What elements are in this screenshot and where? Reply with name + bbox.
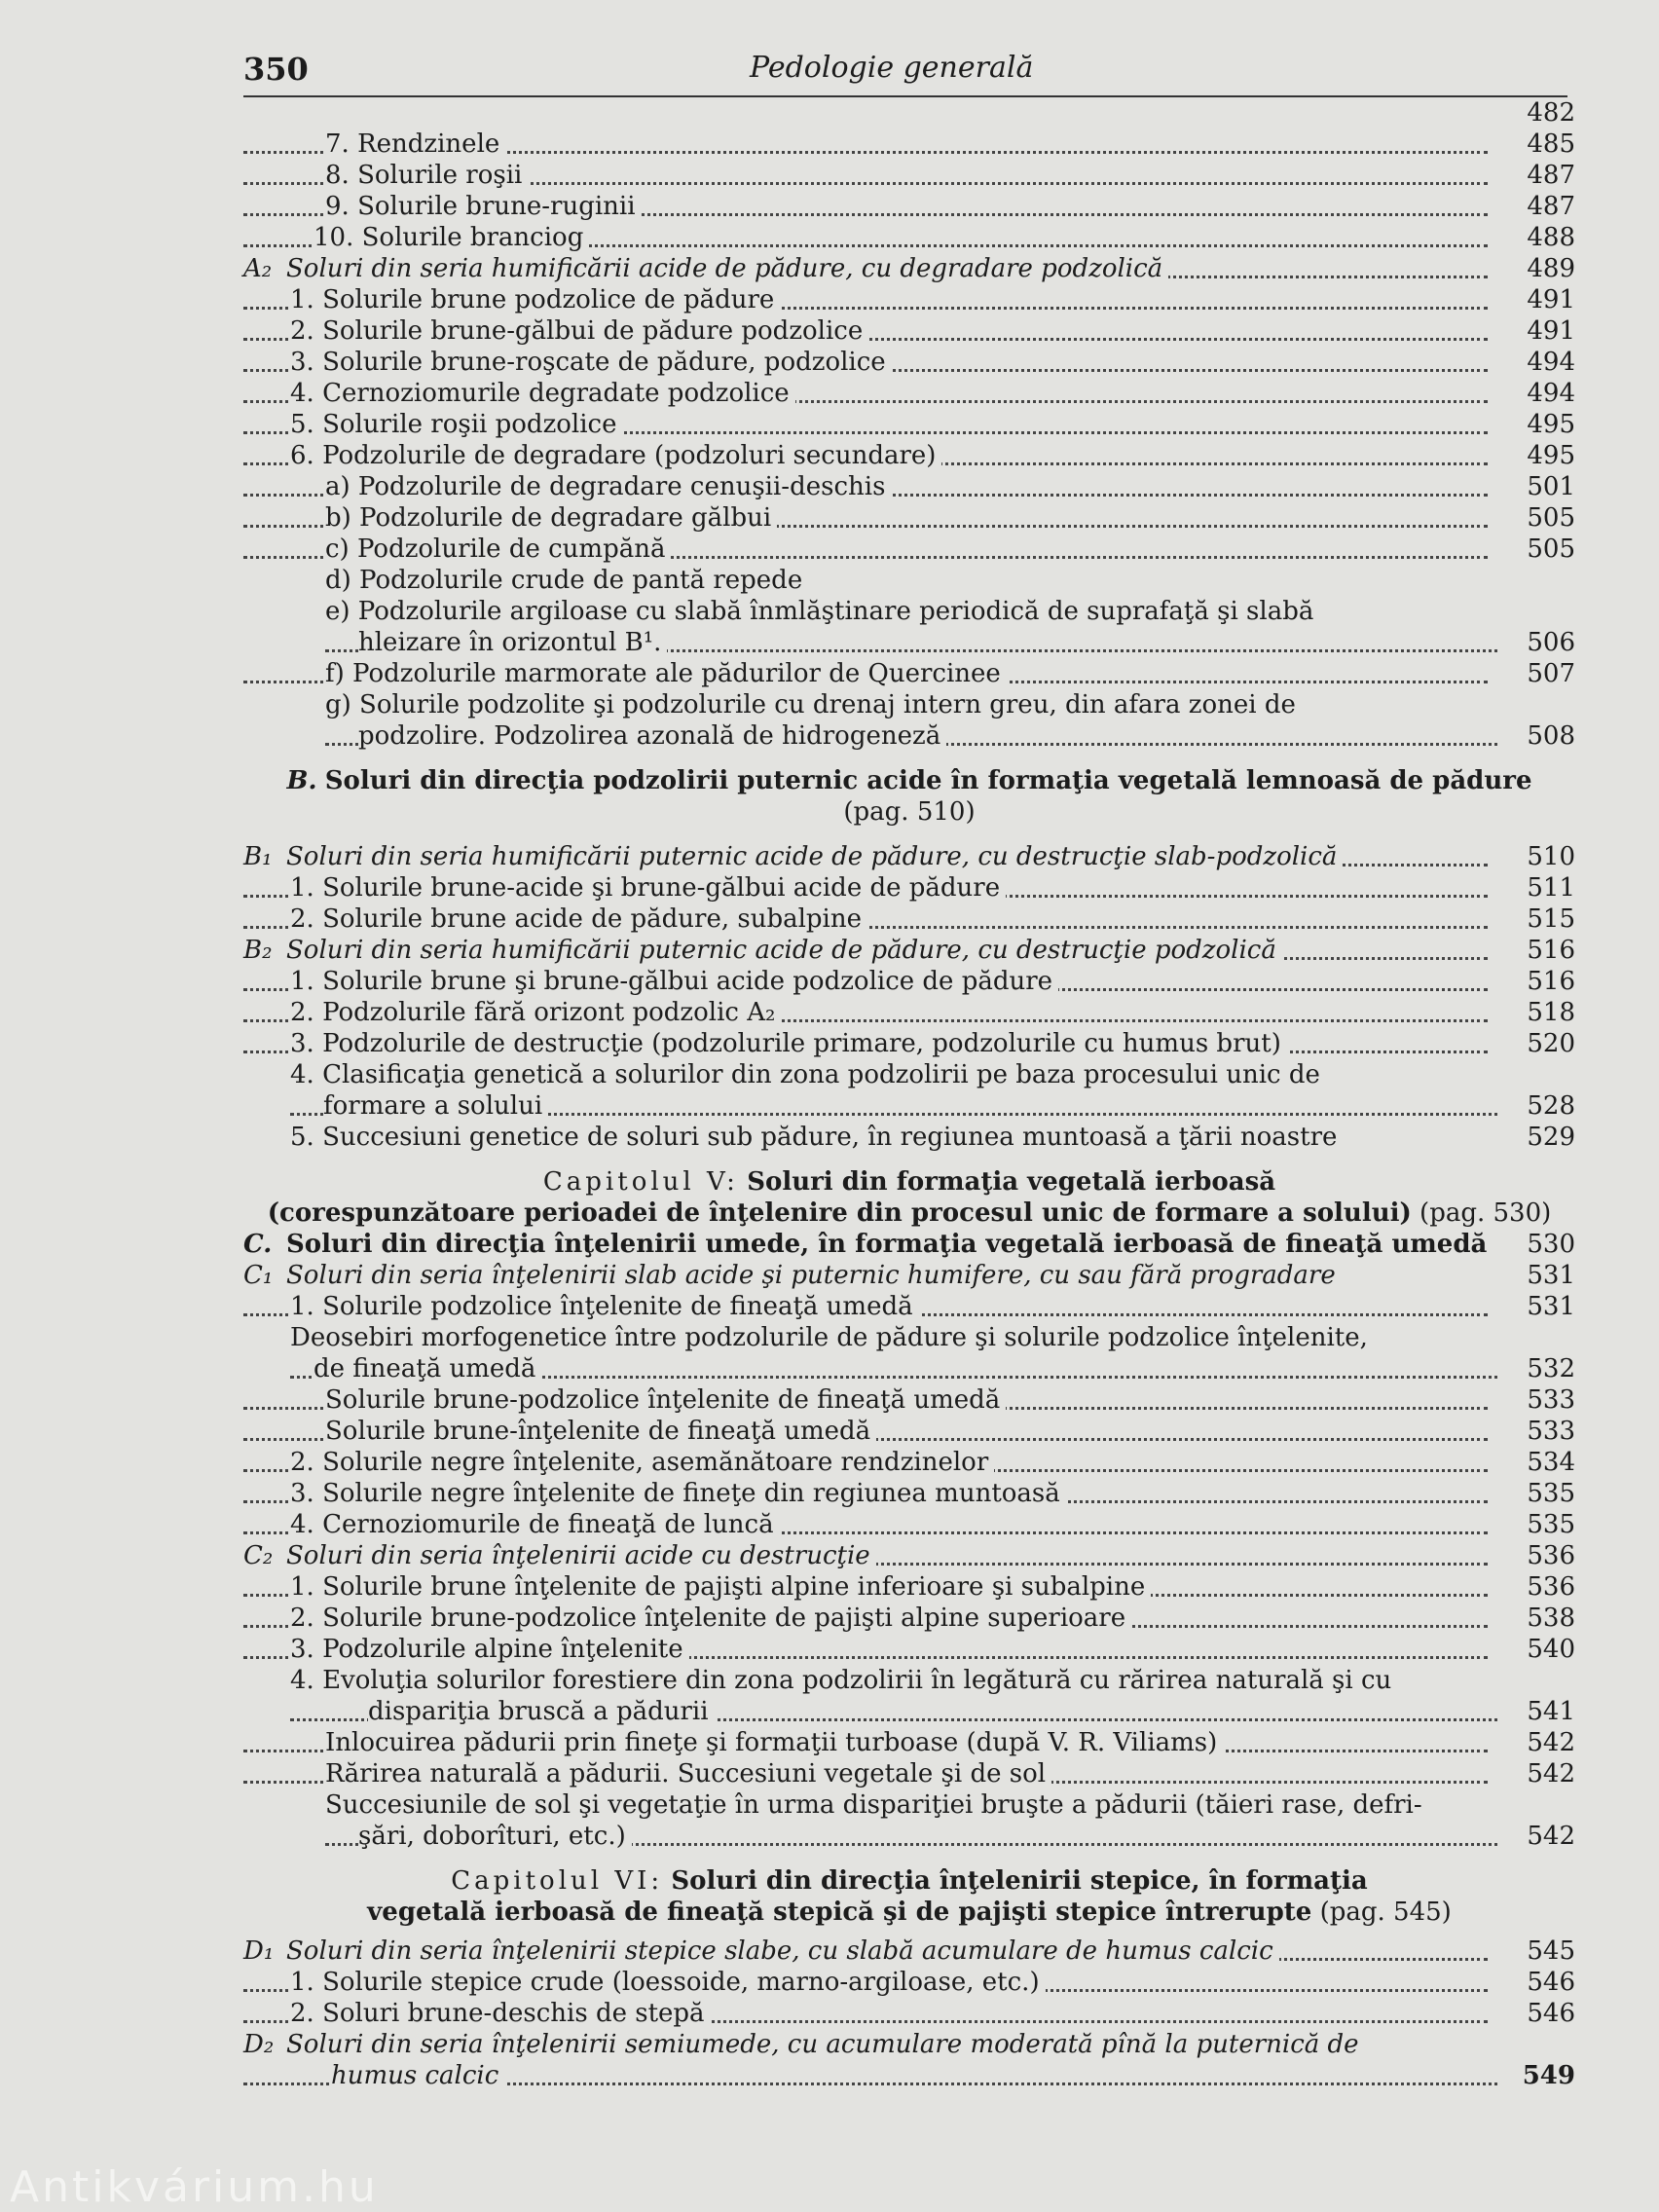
toc-page: 531 (1497, 1291, 1575, 1322)
section-mark: C. (243, 1230, 273, 1259)
toc-label: Solurile brune-înţelenite de fineaţă umedă (325, 1417, 876, 1446)
toc-label: 4. Evoluţia solurilor forestiere din zona podzolirii în legătură cu rărirea naturală şi cu (290, 1666, 1392, 1695)
toc-label-cont: şări, doborîturi, etc.) (358, 1822, 632, 1851)
toc-section-heading (243, 1229, 1575, 1260)
toc-page: 531 (1497, 1260, 1575, 1291)
toc-page: 505 (1497, 502, 1575, 534)
toc-label: 1. Solurile brune-acide şi brune-gălbui acide de pădure (290, 873, 1006, 903)
chapter-heading (243, 1166, 1575, 1229)
toc-label: 4. Clasificaţia genetică a solurilor din zona podzolirii pe baza procesului unic de (290, 1060, 1320, 1089)
chapter-heading (243, 1865, 1575, 1928)
toc-label: 6. Podzolurile de degradare (podzoluri secundare) (290, 441, 941, 470)
toc-section-heading (243, 1540, 1575, 1571)
toc-row (243, 347, 1575, 378)
toc-page: 511 (1497, 872, 1575, 903)
toc-row (243, 689, 1575, 752)
toc-section-heading (243, 253, 1575, 284)
section-title: Soluri din seria humificării puternic acide de pădure, cu destrucţie slab-podzolică (286, 842, 1338, 871)
toc-label: 9. Solurile brune-ruginii (325, 192, 642, 221)
toc-section-heading (243, 765, 1575, 828)
section-title: Soluri din seria humificării puternic acide de pădure, cu destrucţie podzolică (286, 936, 1276, 965)
toc-label: 1. Solurile brune podzolice de pădure (290, 285, 780, 314)
toc-row (243, 1998, 1575, 2029)
toc-row (243, 966, 1575, 997)
chapter-title: Soluri din direcţia înţelenirii stepice, în formaţia (671, 1866, 1368, 1896)
toc-label: 3. Solurile brune-roşcate de pădure, podzolice (290, 348, 892, 377)
toc-page: 532 (1497, 1353, 1575, 1384)
section-title-cont: humus calcic (331, 2061, 504, 2090)
toc-label: 3. Podzolurile alpine înţelenite (290, 1635, 689, 1664)
toc-page: 495 (1497, 409, 1575, 440)
toc-page: 516 (1497, 935, 1575, 966)
toc-label: 8. Solurile roşii (325, 161, 528, 190)
toc-row (243, 596, 1575, 658)
toc-page: 487 (1497, 191, 1575, 222)
toc-label: Deosebiri morfogenetice între podzolurile de pădure şi solurile podzolice înţelenite, (290, 1323, 1368, 1352)
toc-page: 516 (1497, 966, 1575, 997)
toc-label: 1. Solurile podzolice înţelenite de fineaţă umedă (290, 1292, 919, 1321)
toc-row (243, 222, 1575, 253)
section-mark: B. (286, 766, 317, 795)
toc-label: 7. Rendzinele (325, 129, 505, 159)
toc-page: 485 (1497, 129, 1575, 160)
toc-label: 1. Solurile brune înţelenite de pajişti alpine inferioare şi subalpine (290, 1572, 1151, 1602)
toc-row (243, 284, 1575, 315)
toc-page: 489 (1497, 253, 1575, 284)
toc-row (243, 129, 1575, 160)
toc-page: 510 (1497, 841, 1575, 872)
toc-label: 5. Solurile roşii podzolice (290, 410, 623, 439)
toc-label: d) Podzolurile crude de pantă repede (325, 566, 808, 595)
toc-label: Solurile brune-podzolice înţelenite de fineaţă umedă (325, 1385, 1006, 1415)
toc-section-heading (243, 2029, 1575, 2091)
toc-row (243, 1571, 1575, 1603)
toc-page: 533 (1497, 1384, 1575, 1416)
toc-label: 4. Cernoziomurile de fineaţă de luncă (290, 1510, 780, 1539)
chapter-label: Capitolul V: (542, 1167, 739, 1197)
page-number: 350 (243, 51, 309, 88)
toc-page: 540 (1497, 1634, 1575, 1665)
toc-label-cont: dispariţia bruscă a pădurii (368, 1697, 715, 1726)
toc-row (243, 1028, 1575, 1059)
toc-label: 2. Solurile brune-podzolice înţelenite de pajişti alpine superioare (290, 1604, 1131, 1633)
toc-page: 482 (1497, 97, 1575, 129)
toc-page: 542 (1497, 1758, 1575, 1789)
toc-label: 2. Solurile brune acide de pădure, subalpine (290, 904, 867, 934)
toc-row (243, 160, 1575, 191)
toc-label-cont: hleizare în orizontul B¹. (358, 628, 667, 657)
toc-row (243, 1967, 1575, 1998)
toc-label-cont: de fineaţă umedă (313, 1354, 541, 1383)
toc-page: 507 (1497, 658, 1575, 689)
toc-page: 520 (1497, 1028, 1575, 1059)
toc-page: 549 (1497, 2060, 1575, 2091)
section-mark: C₂ (243, 1541, 274, 1570)
toc-row (243, 872, 1575, 903)
toc-row (243, 1291, 1575, 1322)
toc-row (243, 1758, 1575, 1789)
section-title: Soluri din seria humificării acide de pădure, cu degradare podzolică (286, 254, 1163, 283)
section-mark: B₂ (243, 936, 273, 965)
toc-row (243, 440, 1575, 471)
toc-label: 4. Cernoziomurile degradate podzolice (290, 379, 795, 408)
toc-row (243, 315, 1575, 347)
section-title: Soluri din seria înţelenirii acide cu destrucţie (286, 1541, 870, 1570)
section-title: Soluri din direcţia înţelenirii umede, în formaţia vegetală ierboasă de fineaţă umedă (286, 1230, 1488, 1259)
toc-page: 508 (1497, 720, 1575, 752)
section-mark: D₁ (243, 1936, 275, 1966)
toc-row (243, 1478, 1575, 1509)
section-pag: (pag. 510) (843, 797, 976, 827)
toc-row (243, 1603, 1575, 1634)
toc-row (243, 1447, 1575, 1478)
toc-row (243, 1384, 1575, 1416)
toc-page: 529 (1497, 1122, 1575, 1153)
toc-section-heading (243, 841, 1575, 872)
toc-label: e) Podzolurile argiloase cu slabă înmlăştinare periodică de suprafaţă şi slabă (325, 597, 1314, 626)
toc-row (243, 997, 1575, 1028)
toc-page: 506 (1497, 627, 1575, 658)
toc-row (243, 471, 1575, 502)
toc-label: g) Solurile podzolite şi podzolurile cu drenaj intern greu, din afara zonei de (325, 690, 1296, 719)
toc-label: 3. Podzolurile de destrucţie (podzolurile primare, podzolurile cu humus brut) (290, 1029, 1287, 1058)
page-header (243, 51, 1567, 97)
toc-page: 501 (1497, 471, 1575, 502)
section-title: Soluri din seria înţelenirii stepice slabe, cu slabă acumulare de humus calcic (286, 1936, 1273, 1966)
toc-row (243, 1322, 1575, 1384)
chapter-pag: (pag. 530) (1419, 1198, 1552, 1228)
toc-label: 1. Solurile stepice crude (loessoide, marno-argiloase, etc.) (290, 1968, 1046, 1997)
toc-row (243, 1789, 1575, 1852)
toc-label: 2. Podzolurile fără orizont podzolic A₂ (290, 998, 781, 1027)
toc-page: 536 (1497, 1571, 1575, 1603)
toc-row (243, 1416, 1575, 1447)
toc-section-heading (243, 935, 1575, 966)
toc-page: 491 (1497, 284, 1575, 315)
section-mark: D₂ (243, 2030, 275, 2059)
chapter-pag: (pag. 545) (1319, 1898, 1452, 1927)
toc-row (243, 1665, 1575, 1727)
toc-page: 518 (1497, 997, 1575, 1028)
toc-page: 488 (1497, 222, 1575, 253)
toc-page: 536 (1497, 1540, 1575, 1571)
toc-label: 3. Solurile negre înţelenite de fineţe din regiunea muntoasă (290, 1479, 1066, 1508)
toc-row (243, 658, 1575, 689)
table-of-contents (243, 97, 1575, 2091)
toc-row (243, 1122, 1575, 1153)
toc-row (243, 97, 1575, 129)
watermark: Antikvárium.hu (10, 2162, 379, 2212)
toc-page: 542 (1497, 1821, 1575, 1852)
toc-label-cont: podzolire. Podzolirea azonală de hidrogeneză (358, 721, 946, 751)
toc-label: 2. Solurile brune-gălbui de pădure podzolice (290, 316, 868, 346)
toc-row (243, 409, 1575, 440)
chapter-label: Capitolul VI: (451, 1866, 664, 1896)
section-title: Soluri din direcţia podzolirii puternic acide în formaţia vegetală lemnoasă de pădure (324, 766, 1532, 795)
toc-label: 10. Solurile branciog (313, 223, 589, 252)
toc-page: 546 (1497, 1998, 1575, 2029)
toc-row (243, 1509, 1575, 1540)
section-title: Soluri din seria înţelenirii semiumede, cu acumulare moderată pînă la puternică de (286, 2030, 1359, 2059)
toc-page: 533 (1497, 1416, 1575, 1447)
toc-row (243, 1727, 1575, 1758)
toc-label: c) Podzolurile de cumpănă (325, 535, 671, 564)
toc-label: Succesiunile de sol şi vegetaţie în urma dispariţiei bruşte a pădurii (tăieri rase, defri- (325, 1790, 1422, 1820)
toc-label: f) Podzolurile marmorate ale pădurilor de Quercinee (325, 659, 1007, 688)
toc-row (243, 191, 1575, 222)
toc-row (243, 1059, 1575, 1122)
chapter-title-cont: (corespunzătoare perioadei de înţelenire din procesul unic de formare a solului) (267, 1198, 1412, 1228)
toc-page: 542 (1497, 1727, 1575, 1758)
toc-label: Rărirea naturală a pădurii. Succesiuni vegetale şi de sol (325, 1759, 1051, 1788)
toc-page: 494 (1497, 378, 1575, 409)
chapter-title: Soluri din formaţia vegetală ierboasă (747, 1167, 1276, 1197)
toc-row (243, 565, 1575, 596)
section-mark: A₂ (243, 254, 273, 283)
toc-label-cont: formare a solului (323, 1091, 548, 1121)
section-title: Soluri din seria înţelenirii slab acide şi puternic humifere, cu sau fără progradare (286, 1261, 1336, 1290)
toc-page: 491 (1497, 315, 1575, 347)
toc-page: 534 (1497, 1447, 1575, 1478)
toc-label: 2. Soluri brune-deschis de stepă (290, 1999, 711, 2028)
toc-label: Inlocuirea pădurii prin fineţe şi formaţii turboase (după V. R. Viliams) (325, 1728, 1223, 1757)
section-mark: C₁ (243, 1261, 274, 1290)
toc-page: 495 (1497, 440, 1575, 471)
toc-page: 494 (1497, 347, 1575, 378)
toc-page: 535 (1497, 1509, 1575, 1540)
toc-section-heading (243, 1260, 1575, 1291)
toc-label: a) Podzolurile de degradare cenuşii-deschis (325, 472, 891, 501)
toc-page: 515 (1497, 903, 1575, 935)
toc-page: 487 (1497, 160, 1575, 191)
toc-label: 2. Solurile negre înţelenite, asemănătoare rendzinelor (290, 1448, 994, 1477)
section-mark: B₁ (243, 842, 273, 871)
toc-row (243, 903, 1575, 935)
toc-page: 530 (1497, 1229, 1575, 1260)
toc-page: 528 (1497, 1090, 1575, 1122)
toc-page: 546 (1497, 1967, 1575, 1998)
chapter-title-cont: vegetală ierboasă de fineaţă stepică şi de pajişti stepice întrerupte (367, 1898, 1312, 1927)
toc-page: 541 (1497, 1696, 1575, 1727)
toc-section-heading (243, 1936, 1575, 1967)
toc-page: 538 (1497, 1603, 1575, 1634)
toc-page: 535 (1497, 1478, 1575, 1509)
toc-row (243, 502, 1575, 534)
toc-row (243, 378, 1575, 409)
toc-row (243, 1634, 1575, 1665)
toc-label: 5. Succesiuni genetice de soluri sub pădure, în regiunea muntoasă a ţării noastre (290, 1123, 1343, 1152)
toc-row (243, 534, 1575, 565)
toc-page: 505 (1497, 534, 1575, 565)
toc-page: 545 (1497, 1936, 1575, 1967)
toc-label: b) Podzolurile de degradare gălbui (325, 503, 777, 533)
toc-label: 1. Solurile brune şi brune-gălbui acide podzolice de pădure (290, 967, 1058, 996)
running-title: Pedologie generală (750, 51, 1034, 85)
